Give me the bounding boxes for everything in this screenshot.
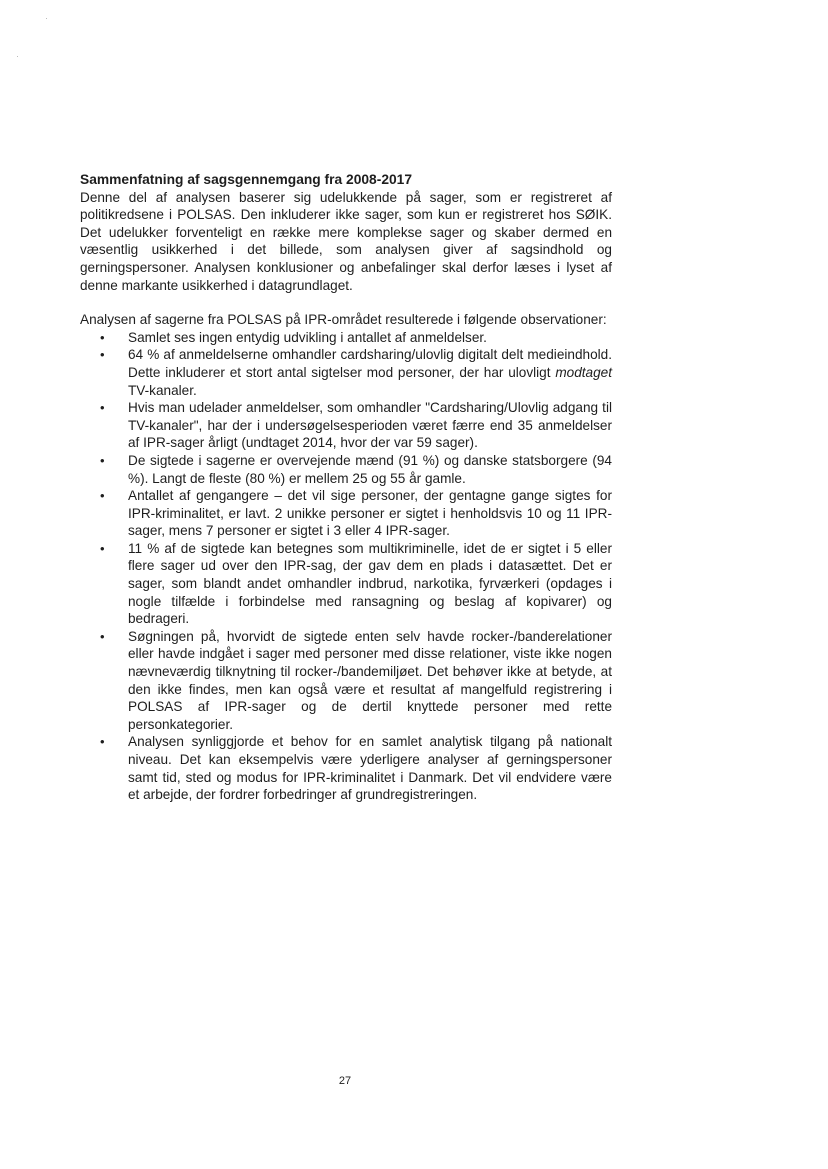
list-item (80, 628, 612, 734)
list-item-text: 11 % af de sigtede kan betegnes som multikriminelle, idet de er sigtet i 5 eller flere sager ud over den IPR-sag, der gav dem en plads i datasættet. Det er sager, som blandt andet omhandler indbrud, narkotika, fyrværkeri (opdages i nogle tilfælde i forbindelse med ransagning og beslag af kopivarer) og bedrageri. (128, 540, 612, 627)
intro-paragraph: Denne del af analysen baserer sig udelukkende på sager, som er registreret af politikredsene i POLSAS. Den inkluderer ikke sager, som kun er registreret hos SØIK. Det udelukker forventeligt en række mere komplekse sager og skaber dermed en væsentlig usikkerhed i det billede, som analysen giver af sagsindhold og gerningspersoner. Analysen konklusioner og anbefalinger skal derfor læses i lyset af denne markante usikkerhed i datagrundlaget. (80, 189, 612, 293)
list-item (80, 540, 612, 628)
bullet-icon: • (100, 329, 105, 345)
scan-speck (46, 18, 47, 19)
bullet-icon: • (100, 734, 105, 750)
list-item (80, 399, 612, 452)
list-item-text: Hvis man udelader anmeldelser, som omhandler "Cardsharing/Ulovlig adgang til TV-kanaler", har der i undersøgelsesperioden været færre end 35 anmeldelser af IPR-sager årligt (undtaget 2014, hvor der var 59 sager). (128, 400, 612, 451)
list-item-text: 64 % af anmeldelserne omhandler cardsharing/ulovlig digitalt delt medieindhold. Dette inkluderer et stort antal sigtelser mod personer, der har ulovligt (128, 347, 612, 380)
list-item-text: Analysen synliggjorde et behov for en samlet analytisk tilgang på nationalt niveau. Det kan eksempelvis være yderligere analyser af gerningspersoner samt tid, sted og modus for IPR-kriminalitet i Danmark. Det vil endvidere være et arbejde, der fordrer forbedringer af grundregistreringen. (128, 734, 612, 803)
bullet-icon: • (100, 347, 105, 363)
bullet-icon: • (100, 540, 105, 556)
list-item-text: Antallet af gengangere – det vil sige personer, der gentagne gange sigtes for IPR-kriminalitet, er lavt. 2 unikke personer er sigtet i henholdsvis 10 og 11 IPR-sager, mens 7 personer er sigtet i 3 eller 4 IPR-sager. (128, 488, 612, 539)
observations-list (80, 329, 612, 804)
page-number: 27 (338, 1075, 352, 1087)
list-item-text: TV-kanaler. (128, 382, 197, 398)
bullet-icon: • (100, 400, 105, 416)
list-intro: Analysen af sagerne fra POLSAS på IPR-området resulterede i følgende observationer: (80, 312, 607, 328)
list-item (80, 346, 612, 399)
list-item (80, 452, 612, 487)
bullet-icon: • (100, 488, 105, 504)
list-item (80, 733, 612, 803)
emphasized-word: modtaget (555, 364, 612, 380)
list-item-text: De sigtede i sagerne er overvejende mænd (91 %) og danske statsborgere (94 %). Langt de fleste (80 %) er mellem 25 og 55 år gamle. (128, 452, 612, 486)
page-content (80, 171, 612, 804)
list-item (80, 329, 612, 347)
list-item-text: Samlet ses ingen entydig udvikling i antallet af anmeldelser. (128, 329, 487, 345)
list-item-text: Søgningen på, hvorvidt de sigtede enten selv havde rocker-/banderelationer eller havde indgået i sager med personer med disse relationer, viste ikke nogen nævneværdig tilknytning til rocker-/bandemiljøet. Det behøver ikke at betyde, at den ikke findes, men kan også være et resultat af mangelfuld registrering i POLSAS af IPR-sager og de dertil knyttede personer med rette personkategorier. (128, 628, 612, 732)
scan-speck (17, 56, 18, 57)
bullet-icon: • (100, 452, 105, 468)
section-heading: Sammenfatning af sagsgennemgang fra 2008-2017 (80, 172, 413, 187)
list-item (80, 487, 612, 540)
bullet-icon: • (100, 628, 105, 644)
